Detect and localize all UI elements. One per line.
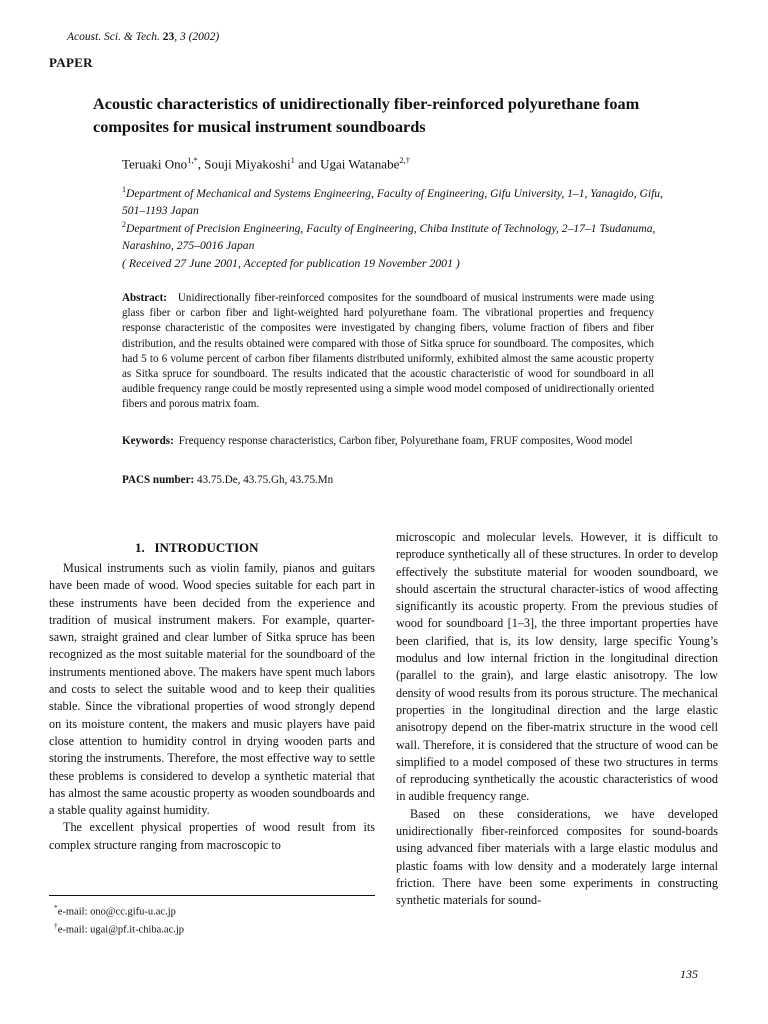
received-dates: ( Received 27 June 2001, Accepted for publication 19 November 2001 ) — [122, 256, 460, 270]
affiliation — [122, 181, 682, 219]
page-number: 135 — [680, 967, 698, 981]
body-paragraph: microscopic and molecular levels. However, it is difficult to reproduce synthetically all of these structures. In order to develop effectively the substitute material for wooden soundboard, we should ascertain the structural character-istics of wood affecting significantly its acoustic property. From the previous studies of wood for soundboard [1–3], the three important properties have been clarified, that is, its low density, large specific Young’s modulus and low internal friction in the longitudinal direction (parallel to the grain), and large elastic anisotropy. The low density of wood results from its porous structure. The mechanical properties in the longitudinal direction and the large elastic anisotropy depend on the fiber-matrix structure in the wood cell wall. Therefore, it is considered that the structure of wood can be simplified to a model composed of these two structures in terms of reproducing synthetically the acoustic characteristics of wood in audible frequency range. — [396, 530, 718, 804]
keywords-label: Keywords: — [122, 435, 174, 447]
journal-name: Acoust. Sci. & Tech. — [67, 31, 160, 43]
author-affil-mark: 1,* — [187, 155, 198, 165]
author-name: Ugai Watanabe — [320, 156, 400, 172]
keywords — [122, 434, 662, 450]
affiliation-text: Department of Precision Engineering, Faculty of Engineering, Chiba Institute of Technology, 2–17–1 Tsudanuma, Narashino, 275–0016 Japan — [122, 221, 656, 253]
journal-issue-year: , 3 (2002) — [174, 31, 220, 43]
affiliation-mark: 1 — [122, 185, 126, 194]
footnote — [54, 901, 184, 919]
footnote-email: e-mail: ugai@pf.it-chiba.ac.jp — [57, 924, 185, 936]
pacs-label: PACS number: — [122, 474, 195, 486]
pacs-numbers — [122, 474, 333, 486]
affiliation-mark: 2 — [122, 220, 126, 229]
footnote-mark: † — [54, 921, 58, 931]
section-heading: 1. INTRODUCTION — [135, 540, 259, 555]
footnote-email: e-mail: ono@cc.gifu-u.ac.jp — [57, 906, 176, 918]
section-label: PAPER — [49, 55, 93, 70]
body-column-right — [396, 529, 718, 910]
footnotes — [54, 901, 184, 938]
affiliation — [122, 216, 682, 254]
body-paragraph: Musical instruments such as violin family, pianos and guitars have been made of wood. Wood species suitable for each part in these instruments have been decided from the experience and tradition of musical instrument makers. For example, quarter-sawn, straight grained and clear lumber of Sitka spruce has been recognized as the most suitable material for the soundboard of the instruments mentioned above. The makers have spent much labors and costs to select the suitable wood and to keep their qualities stable. Since the vibrational properties of wood strongly depend on its moisture content, the makers and music players have paid close attention to humidity control in drying wooden parts and storing the instruments. Therefore, the most effective way to settle these problems is considered to develop a synthetic material that has almost the same acoustic property as wooden soundboards and a stable quality against humidity. — [49, 561, 375, 818]
footnote-mark: * — [54, 903, 58, 912]
body-column-left — [49, 560, 375, 854]
keywords-text: Frequency response characteristics, Carbon fiber, Polyurethane foam, FRUF composites, Wood model — [178, 435, 633, 447]
footnote — [54, 919, 184, 937]
abstract — [122, 291, 654, 413]
abstract-label: Abstract: — [122, 292, 167, 304]
author-name: Souji Miyakoshi — [204, 156, 291, 172]
journal-volume: 23 — [162, 31, 175, 43]
author-affil-mark: 2,† — [399, 155, 410, 165]
journal-citation — [67, 31, 219, 43]
author-separator: and — [294, 156, 321, 172]
body-paragraph: Based on these considerations, we have developed unidirectionally fiber-reinforced composites for sound-boards using advanced fiber materials with a large elastic modulus and plastic foams with low density and a moderately large internal friction. There have been some experiments in constructing synthetic materials for sound- — [396, 806, 718, 908]
affiliation-text: Department of Mechanical and Systems Engineering, Faculty of Engineering, Gifu University, 1–1, Yanagido, Gifu, 501–1193 Japan — [122, 186, 663, 218]
author-separator: , — [197, 156, 205, 172]
author-affil-mark: 1 — [290, 155, 295, 165]
abstract-text: Unidirectionally fiber-reinforced composites for the soundboard of musical instruments were made using glass fiber or carbon fiber and light-weighted hard polyurethane foam. The vibrational properties and frequency response characteristic of the composites were investigated by changing fibers, volume fraction of fibers and fiber distribution, and the results obtained were compared with those of Sitka spruce for soundboard. The composites, which had 5 to 6 volume percent of carbon fiber filaments distributed uniformly, exhibited almost the same acoustic property as Sitka spruce for soundboard. The results indicated that the acoustic characteristic of wood for soundboard in all audible frequency range could be mostly represented using a simple wood model composed of unidirectionally oriented fibers and porous matrix foam. — [122, 292, 654, 411]
paper-title: Acoustic characteristics of unidirectionally fiber-reinforced polyurethane foam composites for musical instrument soundboards — [93, 94, 640, 136]
author-name: Teruaki Ono — [122, 156, 188, 172]
footnote-divider — [49, 895, 375, 896]
author-list — [122, 155, 410, 172]
pacs-text: 43.75.De, 43.75.Gh, 43.75.Mn — [197, 474, 334, 486]
body-paragraph: The excellent physical properties of wood result from its complex structure ranging from macroscopic to — [49, 820, 375, 852]
